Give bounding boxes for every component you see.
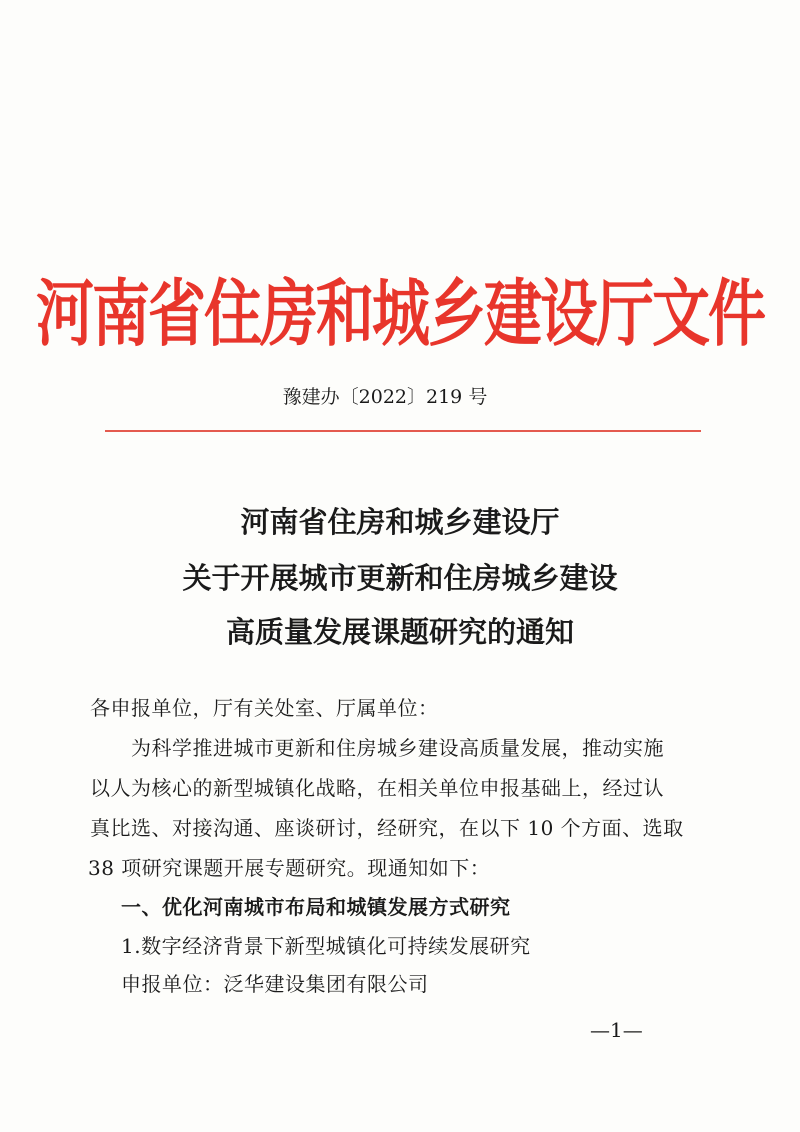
notice-title-line-3: 高质量发展课题研究的通知 xyxy=(225,615,574,649)
item-title: 1.数字经济背景下新型城镇化可持续发展研究 xyxy=(121,934,531,958)
item-unit: 申报单位：泛华建设集团有限公司 xyxy=(121,972,429,996)
document-number: 豫建办〔2022〕219 号 xyxy=(282,386,488,408)
paragraph-line: 为科学推进城市更新和住房城乡建设高质量发展，推动实施 xyxy=(131,736,664,760)
notice-title-line-2: 关于开展城市更新和住房城乡建设 xyxy=(182,561,618,595)
paragraph-line: 38 项研究课题开展专题研究。现通知如下： xyxy=(88,856,491,880)
paragraph-line: 真比选、对接沟通、座谈研讨，经研究，在以下 10 个方面、选取 xyxy=(90,816,684,840)
page-number: —1— xyxy=(590,1018,643,1042)
section-heading: 一、优化河南城市布局和城镇发展方式研究 xyxy=(121,895,511,919)
salutation: 各申报单位，厅有关处室、厅属单位： xyxy=(90,696,439,720)
paragraph-line: 以人为核心的新型城镇化战略，在相关单位申报基础上，经过认 xyxy=(90,776,664,800)
notice-title-line-1: 河南省住房和城乡建设厅 xyxy=(240,505,560,539)
red-divider xyxy=(105,430,701,432)
issuer-red-header: 河南省住房和城乡建设厅文件 xyxy=(35,271,764,357)
